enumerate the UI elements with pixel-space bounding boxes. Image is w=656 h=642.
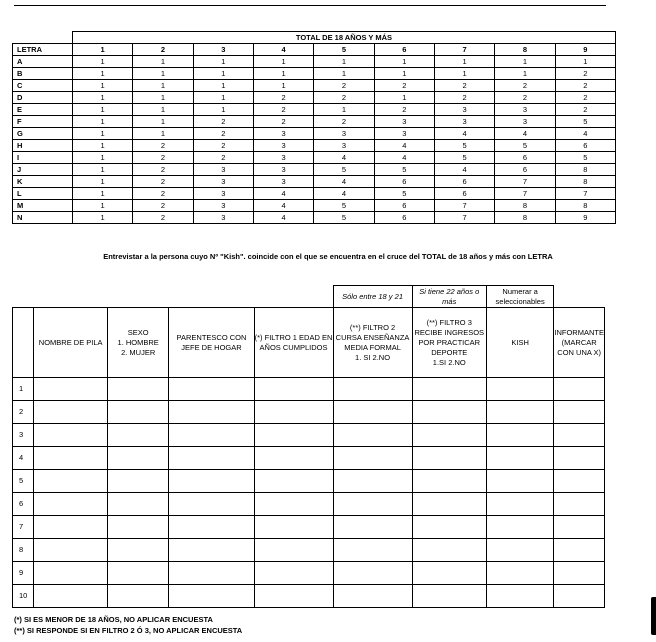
kish-cell: 2 [434,92,494,104]
kish-row [13,56,616,68]
kish-cell: 1 [133,92,193,104]
kish-cell: 1 [253,80,313,92]
kish-cell[interactable] [486,424,553,447]
parentesco-cell[interactable] [169,470,254,493]
sexo-option-hombre: 1. HOMBRE [117,337,159,347]
kish-cell: 6 [495,152,555,164]
kish-cell: 8 [555,176,615,188]
kish-column-header: 6 [374,44,434,56]
table-row [13,516,605,539]
informante-cell[interactable] [554,378,605,401]
kish-cell: 1 [253,56,313,68]
filtro2-cell[interactable] [333,493,412,516]
sexo-cell[interactable] [107,378,169,401]
kish-cell[interactable] [486,447,553,470]
kish-cell: 5 [314,164,374,176]
kish-cell: 2 [193,116,253,128]
kish-cell: 1 [193,80,253,92]
kish-cell: 1 [133,128,193,140]
sexo-cell[interactable] [107,562,169,585]
filtro2-options: 1. SI 2.NO [355,352,391,362]
kish-cell: 5 [555,116,615,128]
kish-subheader: Numerar a seleccionables [486,286,553,308]
kish-cell: 2 [555,68,615,80]
footnote-2: (**) SI RESPONDE SI EN FILTRO 2 Ó 3, NO APLICAR ENCUESTA [14,626,243,635]
kish-cell[interactable] [486,539,553,562]
kish-cell: 3 [434,116,494,128]
filtro2-cell[interactable] [333,562,412,585]
filtro3-header [412,308,486,378]
filtro1-cell[interactable] [254,424,333,447]
kish-corner [13,32,73,44]
kish-cell: 1 [374,56,434,68]
parentesco-cell[interactable] [169,424,254,447]
kish-cell: 7 [434,212,494,224]
kish-cell: 3 [253,152,313,164]
kish-cell: 2 [193,128,253,140]
kish-cell: 5 [555,152,615,164]
kish-cell: 1 [72,188,132,200]
kish-row-letter: M [13,200,73,212]
kish-cell: 1 [72,200,132,212]
kish-row [13,152,616,164]
kish-cell: 6 [434,176,494,188]
kish-cell: 3 [253,140,313,152]
informante-cell[interactable] [554,424,605,447]
kish-cell: 8 [555,200,615,212]
filtro1-cell[interactable] [254,447,333,470]
kish-row-letter: J [13,164,73,176]
kish-cell: 3 [253,176,313,188]
table-row [13,470,605,493]
kish-row [13,104,616,116]
parentesco-cell[interactable] [169,539,254,562]
kish-cell: 3 [253,164,313,176]
nombre-cell[interactable] [34,562,107,585]
filtro3-options: 1.SI 2.NO [432,357,466,367]
kish-cell: 5 [434,152,494,164]
kish-cell: 2 [314,80,374,92]
filtro1-cell[interactable] [254,401,333,424]
kish-cell: 3 [314,128,374,140]
kish-cell: 2 [133,164,193,176]
nombre-cell[interactable] [34,516,107,539]
kish-row [13,80,616,92]
kish-header: KISH [486,308,553,378]
row-number: 1 [13,378,34,401]
kish-cell: 3 [253,128,313,140]
kish-cell[interactable] [486,585,553,608]
kish-cell[interactable] [486,401,553,424]
kish-cell: 1 [72,152,132,164]
kish-title: TOTAL DE 18 AÑOS Y MÁS [72,32,615,44]
kish-cell: 3 [495,104,555,116]
filtro3-cell[interactable] [412,562,486,585]
sexo-cell[interactable] [107,424,169,447]
kish-row-letter: B [13,68,73,80]
row-number: 8 [13,539,34,562]
kish-cell: 1 [72,104,132,116]
kish-cell[interactable] [486,378,553,401]
kish-cell: 2 [253,92,313,104]
kish-row [13,68,616,80]
kish-column-header: 3 [193,44,253,56]
nombre-header: NOMBRE DE PILA [34,308,107,378]
kish-cell: 5 [434,140,494,152]
sexo-cell[interactable] [107,539,169,562]
filtro3-cell[interactable] [412,493,486,516]
kish-cell: 2 [495,92,555,104]
nombre-cell[interactable] [34,585,107,608]
kish-cell: 8 [495,212,555,224]
nombre-cell[interactable] [34,539,107,562]
filtro2-cell[interactable] [333,585,412,608]
kish-cell: 2 [434,80,494,92]
parentesco-cell[interactable] [169,401,254,424]
top-rule [14,5,606,6]
kish-cell: 6 [374,200,434,212]
kish-cell: 1 [314,68,374,80]
row-number-header [13,308,34,378]
kish-cell: 3 [374,116,434,128]
kish-row [13,164,616,176]
kish-row [13,128,616,140]
sexo-cell[interactable] [107,516,169,539]
kish-cell: 4 [253,212,313,224]
kish-cell: 6 [555,140,615,152]
kish-cell: 5 [314,200,374,212]
sexo-header [107,308,169,378]
filtro3-label: (**) FILTRO 3 [426,317,472,327]
kish-cell: 4 [434,128,494,140]
kish-cell: 2 [133,200,193,212]
row-number: 9 [13,562,34,585]
filtro2-cell[interactable] [333,378,412,401]
nombre-cell[interactable] [34,424,107,447]
kish-cell: 7 [434,200,494,212]
kish-row [13,92,616,104]
kish-cell: 1 [72,164,132,176]
subheader-spacer-end [554,286,605,308]
informante-cell[interactable] [554,447,605,470]
kish-cell[interactable] [486,562,553,585]
filtro1-cell[interactable] [254,585,333,608]
kish-cell[interactable] [486,470,553,493]
kish-cell: 4 [253,188,313,200]
kish-cell: 1 [434,68,494,80]
sexo-cell[interactable] [107,401,169,424]
kish-cell: 2 [314,92,374,104]
kish-cell: 1 [72,92,132,104]
filtro2-cell[interactable] [333,424,412,447]
kish-cell: 1 [555,56,615,68]
kish-cell: 4 [314,152,374,164]
parentesco-cell[interactable] [169,447,254,470]
kish-column-header: 7 [434,44,494,56]
kish-cell: 1 [72,80,132,92]
table-row [13,378,605,401]
footnote-1: (*) SI ES MENOR DE 18 AÑOS, NO APLICAR ENCUESTA [14,615,213,624]
kish-cell: 4 [495,128,555,140]
kish-column-header: 9 [555,44,615,56]
kish-cell: 1 [193,92,253,104]
kish-cell: 9 [555,212,615,224]
filtro2-subheader: Sólo entre 18 y 21 [333,286,412,308]
subheader-spacer [13,286,334,308]
kish-row-letter: F [13,116,73,128]
kish-cell: 4 [374,140,434,152]
row-number: 7 [13,516,34,539]
kish-cell: 1 [133,116,193,128]
row-number: 10 [13,585,34,608]
kish-cell: 1 [374,92,434,104]
parentesco-cell[interactable] [169,585,254,608]
kish-cell: 5 [374,164,434,176]
table-row [13,401,605,424]
filtro2-cell[interactable] [333,447,412,470]
parentesco-cell[interactable] [169,516,254,539]
table-row [13,585,605,608]
kish-cell: 1 [72,212,132,224]
kish-cell: 3 [193,188,253,200]
sexo-option-mujer: 2. MUJER [121,347,156,357]
kish-cell: 5 [374,188,434,200]
parentesco-cell[interactable] [169,378,254,401]
kish-cell: 2 [253,116,313,128]
kish-row [13,176,616,188]
kish-cell: 3 [374,128,434,140]
informante-cell[interactable] [554,539,605,562]
nombre-cell[interactable] [34,378,107,401]
filtro1-cell[interactable] [254,516,333,539]
kish-cell: 4 [555,128,615,140]
filtro3-question: RECIBE INGRESOS POR PRACTICAR DEPORTE [414,327,485,357]
table-row [13,562,605,585]
kish-cell: 4 [253,200,313,212]
kish-cell: 1 [133,80,193,92]
informante-cell[interactable] [554,401,605,424]
nombre-cell[interactable] [34,470,107,493]
filtro3-cell[interactable] [412,516,486,539]
kish-cell: 2 [374,80,434,92]
kish-row-letter: D [13,92,73,104]
informante-cell[interactable] [554,516,605,539]
kish-column-header: 2 [133,44,193,56]
kish-cell: 1 [193,68,253,80]
kish-cell: 1 [314,56,374,68]
row-number: 3 [13,424,34,447]
sexo-cell[interactable] [107,585,169,608]
kish-row [13,212,616,224]
filtro1-cell[interactable] [254,378,333,401]
kish-cell: 3 [314,140,374,152]
nombre-cell[interactable] [34,401,107,424]
filtro2-cell[interactable] [333,470,412,493]
kish-row-letter: A [13,56,73,68]
kish-row [13,116,616,128]
filtro3-cell[interactable] [412,470,486,493]
kish-cell: 8 [555,164,615,176]
kish-cell: 2 [193,140,253,152]
informante-cell[interactable] [554,585,605,608]
kish-cell: 1 [72,128,132,140]
filtro1-cell[interactable] [254,562,333,585]
row-number: 4 [13,447,34,470]
kish-cell: 5 [314,212,374,224]
filtro1-cell[interactable] [254,470,333,493]
kish-cell: 3 [193,164,253,176]
parentesco-header: PARENTESCO CON JEFE DE HOGAR [169,308,254,378]
household-table [12,285,605,608]
informante-cell[interactable] [554,470,605,493]
kish-cell: 5 [495,140,555,152]
filtro3-subheader: Si tiene 22 años o más [412,286,486,308]
kish-cell: 2 [314,116,374,128]
kish-cell: 3 [193,212,253,224]
kish-cell: 1 [314,104,374,116]
kish-cell: 2 [133,176,193,188]
kish-row-letter: L [13,188,73,200]
filtro2-cell[interactable] [333,539,412,562]
filtro3-cell[interactable] [412,378,486,401]
kish-row-letter: E [13,104,73,116]
kish-cell: 1 [133,104,193,116]
kish-cell: 2 [133,188,193,200]
kish-column-header: 5 [314,44,374,56]
kish-cell: 3 [495,116,555,128]
kish-cell: 7 [495,176,555,188]
kish-cell: 1 [72,56,132,68]
filtro2-label: (**) FILTRO 2 [349,322,396,332]
kish-cell: 4 [374,152,434,164]
parentesco-cell[interactable] [169,562,254,585]
kish-cell: 2 [133,140,193,152]
informante-cell[interactable] [554,493,605,516]
kish-cell: 2 [495,80,555,92]
kish-cell: 6 [374,176,434,188]
kish-cell: 2 [253,104,313,116]
kish-column-header: 8 [495,44,555,56]
filtro2-cell[interactable] [333,401,412,424]
sexo-cell[interactable] [107,493,169,516]
kish-cell: 1 [193,56,253,68]
kish-cell: 1 [434,56,494,68]
sexo-cell[interactable] [107,447,169,470]
kish-cell: 1 [72,116,132,128]
kish-cell: 4 [314,188,374,200]
kish-row [13,140,616,152]
nombre-cell[interactable] [34,447,107,470]
sexo-cell[interactable] [107,470,169,493]
filtro3-cell[interactable] [412,539,486,562]
kish-cell[interactable] [486,493,553,516]
filtro2-header [333,308,412,378]
parentesco-cell[interactable] [169,493,254,516]
kish-cell: 3 [193,176,253,188]
kish-table [12,31,616,224]
letter-header: LETRA [13,44,73,56]
kish-cell: 2 [133,212,193,224]
filtro2-cell[interactable] [333,516,412,539]
filtro1-header: (*) FILTRO 1 EDAD EN AÑOS CUMPLIDOS [254,308,333,378]
kish-cell[interactable] [486,516,553,539]
kish-cell: 8 [495,200,555,212]
filtro1-cell[interactable] [254,493,333,516]
nombre-cell[interactable] [34,493,107,516]
kish-cell: 2 [193,152,253,164]
kish-cell: 1 [133,56,193,68]
row-number: 2 [13,401,34,424]
kish-cell: 2 [133,152,193,164]
filtro3-cell[interactable] [412,447,486,470]
kish-cell: 2 [555,80,615,92]
kish-cell: 1 [72,68,132,80]
kish-cell: 7 [495,188,555,200]
filtro3-cell[interactable] [412,401,486,424]
kish-cell: 4 [434,164,494,176]
kish-cell: 1 [374,68,434,80]
kish-cell: 2 [555,92,615,104]
table-row [13,447,605,470]
informante-cell[interactable] [554,562,605,585]
kish-cell: 1 [495,56,555,68]
table-row [13,424,605,447]
scrollbar-edge[interactable] [651,597,656,635]
row-number: 5 [13,470,34,493]
kish-cell: 3 [434,104,494,116]
row-number: 6 [13,493,34,516]
kish-instruction: Entrevistar a la persona cuyo Nº "Kish". coincide con el que se encuentra en el cruce del TOTAL de 18 años y más con LETRA [103,252,553,261]
kish-cell: 7 [555,188,615,200]
kish-cell: 1 [133,68,193,80]
kish-row-letter: G [13,128,73,140]
kish-cell: 1 [193,104,253,116]
kish-column-header: 1 [72,44,132,56]
kish-cell: 1 [495,68,555,80]
kish-cell: 6 [495,164,555,176]
kish-cell: 6 [374,212,434,224]
table-row [13,539,605,562]
kish-cell: 1 [253,68,313,80]
kish-row-letter: I [13,152,73,164]
kish-row-letter: N [13,212,73,224]
filtro3-cell[interactable] [412,585,486,608]
kish-cell: 6 [434,188,494,200]
kish-cell: 1 [72,176,132,188]
kish-cell: 4 [314,176,374,188]
kish-column-header: 4 [253,44,313,56]
kish-row [13,200,616,212]
kish-row-letter: C [13,80,73,92]
filtro1-cell[interactable] [254,539,333,562]
sexo-label: SEXO [127,327,149,337]
kish-row-letter: H [13,140,73,152]
kish-cell: 2 [555,104,615,116]
kish-cell: 3 [193,200,253,212]
filtro3-cell[interactable] [412,424,486,447]
filtro2-question: CURSA ENSEÑANZA MEDIA FORMAL [335,332,410,352]
table-row [13,493,605,516]
informante-header: INFORMANTE (MARCAR CON UNA X) [554,308,605,378]
kish-row [13,188,616,200]
kish-cell: 2 [374,104,434,116]
kish-row-letter: K [13,176,73,188]
kish-cell: 1 [72,140,132,152]
